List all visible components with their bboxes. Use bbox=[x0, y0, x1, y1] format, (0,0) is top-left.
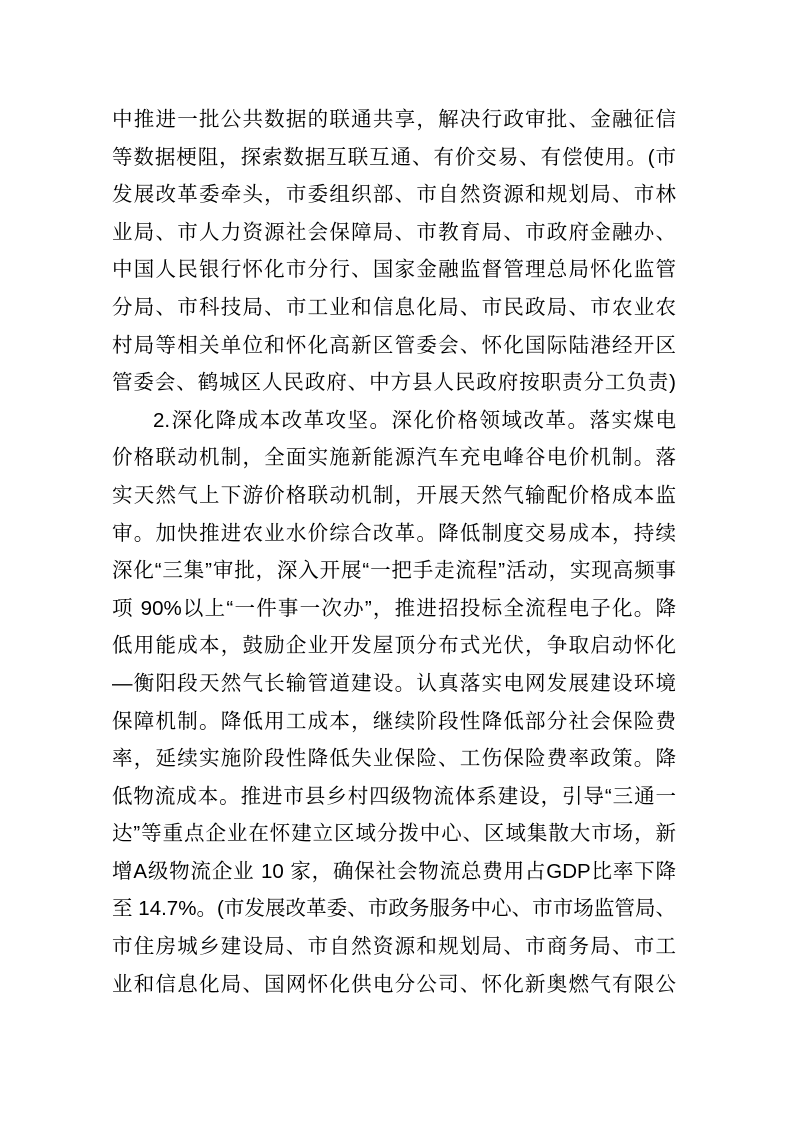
text-line-12: 审。加快推进农业水价综合改革。降低制度交易成本，持续 bbox=[112, 521, 676, 545]
text-line-5: 中国人民银行怀化市分行、国家金融监督管理总局怀化监管 bbox=[112, 258, 676, 282]
text-line-1: 中推进一批公共数据的联通共享，解决行政审批、金融征信 bbox=[112, 108, 676, 131]
text-line-18: 率，延续实施阶段性降低失业保险、工伤保险费率政策。降 bbox=[112, 747, 676, 771]
text-line-10: 价格联动机制，全面实施新能源汽车充电峰谷电价机制。落 bbox=[112, 446, 676, 470]
text-line-21: 增A级物流企业 10 家，确保社会物流总费用占GDP比率下降 bbox=[112, 859, 676, 883]
text-line-20: 达”等重点企业在怀建立区域分拨中心、区域集散大市场，新 bbox=[112, 822, 676, 846]
text-line-11: 实天然气上下游价格联动机制，开展天然气输配价格成本监 bbox=[112, 483, 676, 507]
text-line-9: 2.深化降成本改革攻坚。深化价格领域改革。落实煤电 bbox=[153, 408, 676, 432]
text-line-6: 分局、市科技局、市工业和信息化局、市民政局、市农业农 bbox=[112, 295, 676, 319]
text-line-22: 至 14.7%。(市发展改革委、市政务服务中心、市市场监管局、 bbox=[112, 897, 676, 921]
text-line-14: 项 90%以上“一件事一次办”，推进招投标全流程电子化。降 bbox=[112, 596, 676, 620]
text-line-2: 等数据梗阻，探索数据互联互通、有价交易、有偿使用。(市 bbox=[112, 145, 676, 169]
document-text bbox=[112, 101, 676, 1003]
text-line-3: 发展改革委牵头，市委组织部、市自然资源和规划局、市林 bbox=[112, 183, 676, 207]
text-line-15: 低用能成本，鼓励企业开发屋顶分布式光伏，争取启动怀化 bbox=[112, 634, 676, 658]
text-line-17: 保障机制。降低用工成本，继续阶段性降低部分社会保险费 bbox=[112, 709, 676, 733]
text-line-13: 深化“三集”审批，深入开展“一把手走流程”活动，实现高频事 bbox=[112, 559, 676, 583]
text-line-19: 低物流成本。推进市县乡村四级物流体系建设，引导“三通一 bbox=[112, 784, 676, 808]
text-line-8: 管委会、鹤城区人民政府、中方县人民政府按职责分工负责) bbox=[112, 371, 676, 395]
text-line-24: 业和信息化局、国网怀化供电分公司、怀化新奥燃气有限公 bbox=[112, 972, 676, 996]
text-line-23: 市住房城乡建设局、市自然资源和规划局、市商务局、市工 bbox=[112, 935, 676, 959]
text-line-16: —衡阳段天然气长输管道建设。认真落实电网发展建设环境 bbox=[112, 671, 676, 695]
text-line-7: 村局等相关单位和怀化高新区管委会、怀化国际陆港经开区 bbox=[112, 333, 676, 357]
text-line-4: 业局、市人力资源社会保障局、市教育局、市政府金融办、 bbox=[112, 220, 676, 244]
